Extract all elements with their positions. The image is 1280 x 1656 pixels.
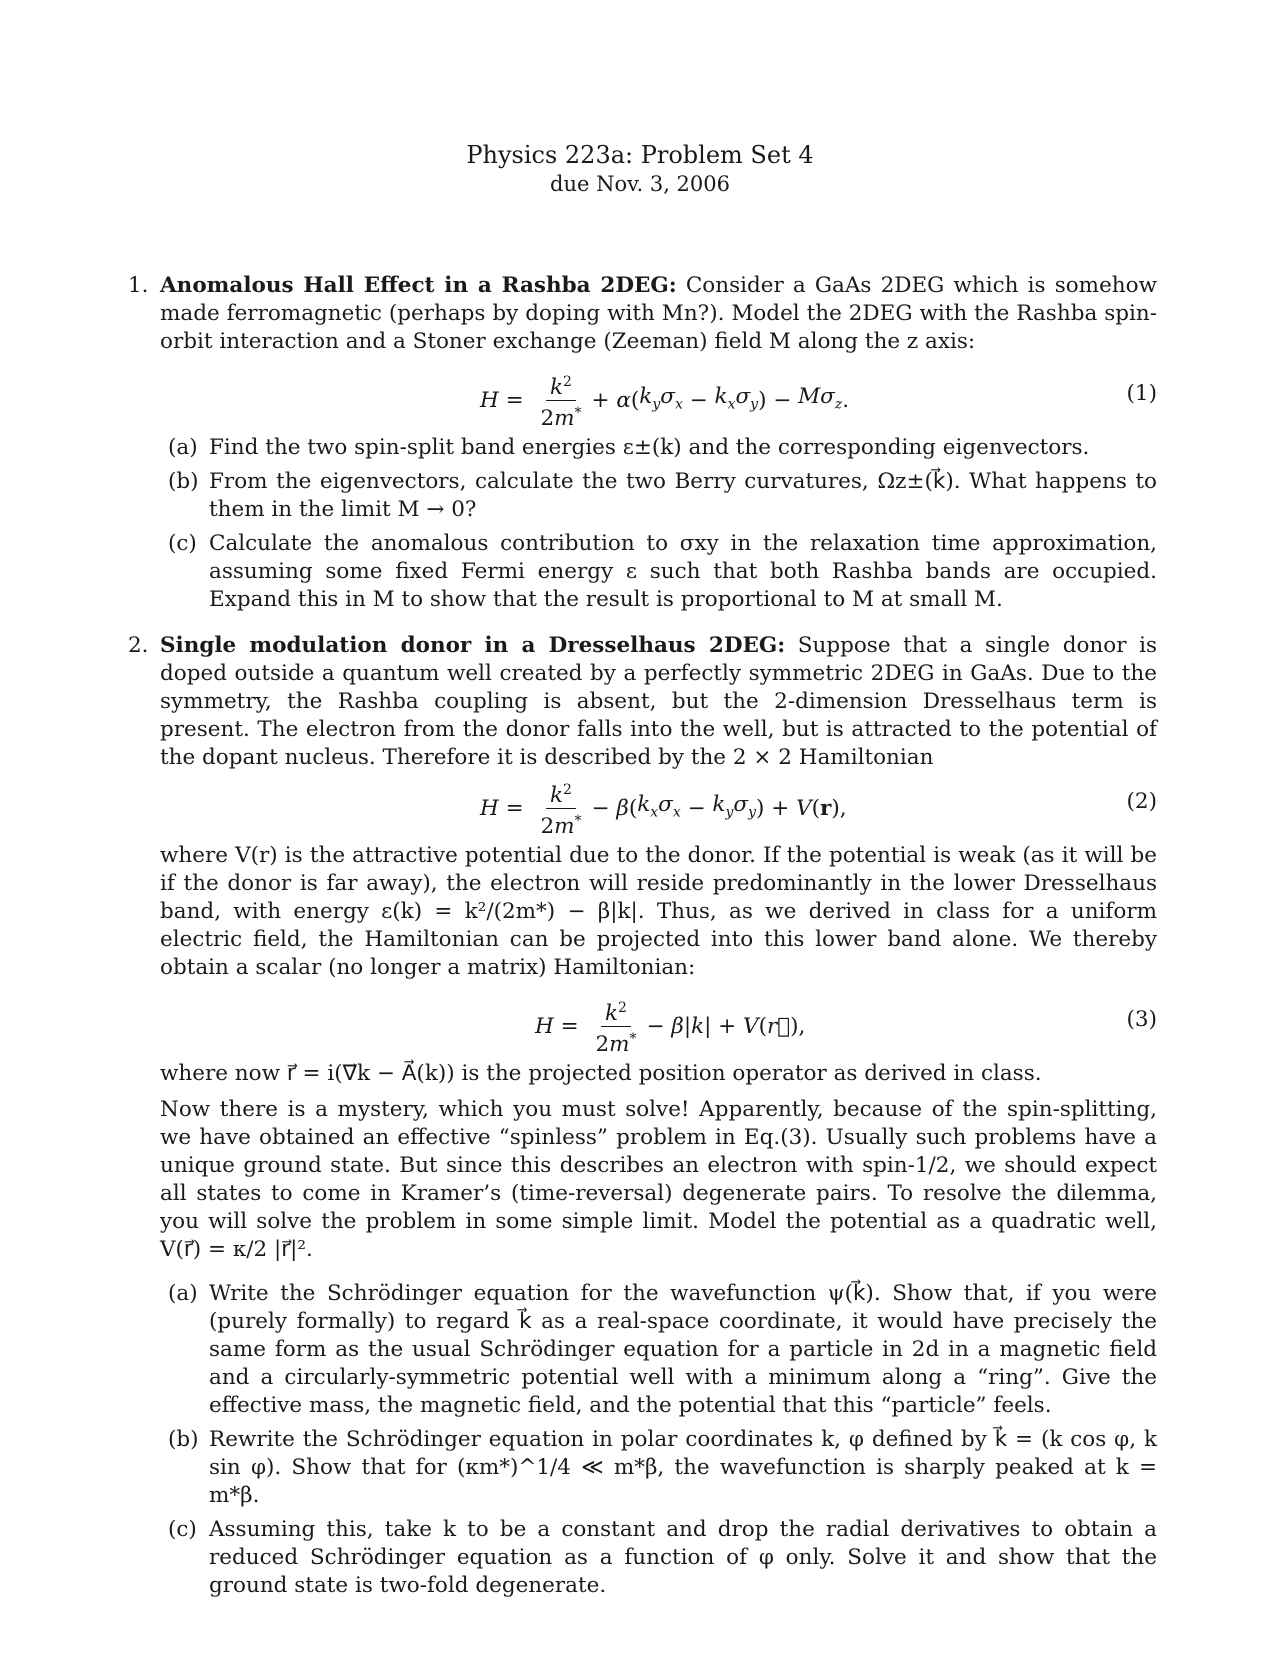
equation-3: [160, 990, 1157, 1058]
part-c: [160, 530, 1157, 614]
part-text: From the eigenvectors, calculate the two Berry curvatures, Ωz±(k⃗). What happens to them in the limit M → 0?: [209, 469, 1157, 522]
part-b: [160, 1426, 1157, 1510]
problem-1: [128, 272, 1157, 614]
equation-number: (1): [1126, 381, 1157, 406]
problem-1-intro: [160, 272, 1157, 356]
part-text: Write the Schrödinger equation for the wavefunction ψ(k⃗). Show that, if you were (purely formally) to regard k⃗ as a real-space coordinate, it would have precisely the same form as the usual Schrödinger equation for a particle in 2d in a magnetic field and a circularly-symmetric potential well with a minimum along a “ring”. Give the effective mass, the magnetic field, and the potential that this “particle” feels.: [209, 1281, 1157, 1418]
problem-2-intro: [160, 632, 1157, 772]
equation-body: H = $\frac{k^2}{2m^*}$ + α ( $k_y\sigma_x$ − $k_x\sigma_y$ ) − $M\sigma_z$ .: [480, 370, 849, 431]
equation-2: [160, 772, 1157, 840]
part-label: (c): [168, 531, 197, 556]
part-label: (c): [168, 1517, 197, 1542]
equation-1: [160, 364, 1157, 432]
problem-1-parts: [160, 434, 1157, 614]
equation-number: (3): [1126, 1007, 1157, 1032]
part-text: Assuming this, take k to be a constant and drop the radial derivatives to obtain a reduced Schrödinger equation as a function of φ only. Solve it and show that the ground state is two-fold degenerate.: [209, 1517, 1157, 1598]
problem-heading: Single modulation donor in a Dresselhaus 2DEG:: [160, 633, 786, 658]
part-text: Calculate the anomalous contribution to σxy in the relaxation time approximation, assuming some fixed Fermi energy ε such that both Rashba bands are occupied. Expand this in M to show that the result is proportional to M at small M.: [209, 531, 1157, 612]
part-label: (b): [168, 1427, 199, 1452]
part-text: Rewrite the Schrödinger equation in polar coordinates k, φ defined by k⃗ = (k cos φ, k sin φ). Show that for (κm*)^1/4 ≪ m*β, the wavefunction is sharply peaked at k = m*β.: [209, 1427, 1157, 1508]
problem-2-parts: [160, 1280, 1157, 1600]
part-text: Find the two spin-split band energies ε±(k) and the corresponding eigenvectors.: [209, 435, 1090, 460]
part-a: [160, 434, 1157, 462]
part-label: (a): [168, 435, 198, 460]
problem-heading: Anomalous Hall Effect in a Rashba 2DEG:: [160, 273, 677, 298]
part-a: [160, 1280, 1157, 1420]
problem-set-body: [128, 272, 1157, 1618]
problem-number: 2.: [128, 633, 149, 658]
equation-body: H = $\frac{k^2}{2m^*}$ − β ( $k_x\sigma_x$ − $k_y\sigma_y$ ) + V ( r ),: [480, 778, 847, 839]
page-title: Physics 223a: Problem Set 4: [466, 141, 814, 169]
paragraph-after-eq2: where V(r) is the attractive potential due to the donor. If the potential is weak (as it will be if the donor is far away), the electron will reside predominantly in the lower Dresselhaus band, with energy ε(k) = k²/(2m*) − β|k|. Thus, as we derived in class for a uniform electric field, the Hamiltonian can be projected into this lower band alone. We thereby obtain a scalar (no longer a matrix) Hamiltonian:: [160, 843, 1157, 980]
part-c: [160, 1516, 1157, 1600]
paragraph-after-eq3: where now r⃗ = i(∇⃗k − A⃗(k)) is the projected position operator as derived in class.: [160, 1061, 1042, 1086]
intro-text: Consider a GaAs 2DEG which is somehow made ferromagnetic (perhaps by doping with Mn?). Model the 2DEG with the Rashba spin-orbit interaction and a Stoner exchange (Zeeman) field M along the z axis:: [160, 273, 1157, 354]
due-date: due Nov. 3, 2006: [550, 172, 730, 196]
equation-body: H = $\frac{k^2}{2m^*}$ − β | k | + V ( r⃗ ),: [535, 996, 805, 1057]
part-b: [160, 468, 1157, 524]
part-label: (b): [168, 469, 199, 494]
equation-number: (2): [1126, 789, 1157, 814]
intro-text: Suppose that a single donor is doped outside a quantum well created by a perfectly symmetric 2DEG in GaAs. Due to the symmetry, the Rashba coupling is absent, but the 2-dimension Dresselhaus term is present. The electron from the donor falls into the well, but is attracted to the potential of the dopant nucleus. Therefore it is described by the 2 × 2 Hamiltonian: [160, 633, 1157, 770]
problem-2: [128, 632, 1157, 1600]
problem-number: 1.: [128, 273, 149, 298]
paragraph-mystery: Now there is a mystery, which you must solve! Apparently, because of the spin-splitting, we have obtained an effective “spinless” problem in Eq.(3). Usually such problems have a unique ground state. But since this describes an electron with spin-1/2, we should expect all states to come in Kramer’s (time-reversal) degenerate pairs. To resolve the dilemma, you will solve the problem in some simple limit. Model the potential as a quadratic well, V(r⃗) = κ/2 |r⃗|².: [160, 1097, 1157, 1262]
part-label: (a): [168, 1281, 198, 1306]
